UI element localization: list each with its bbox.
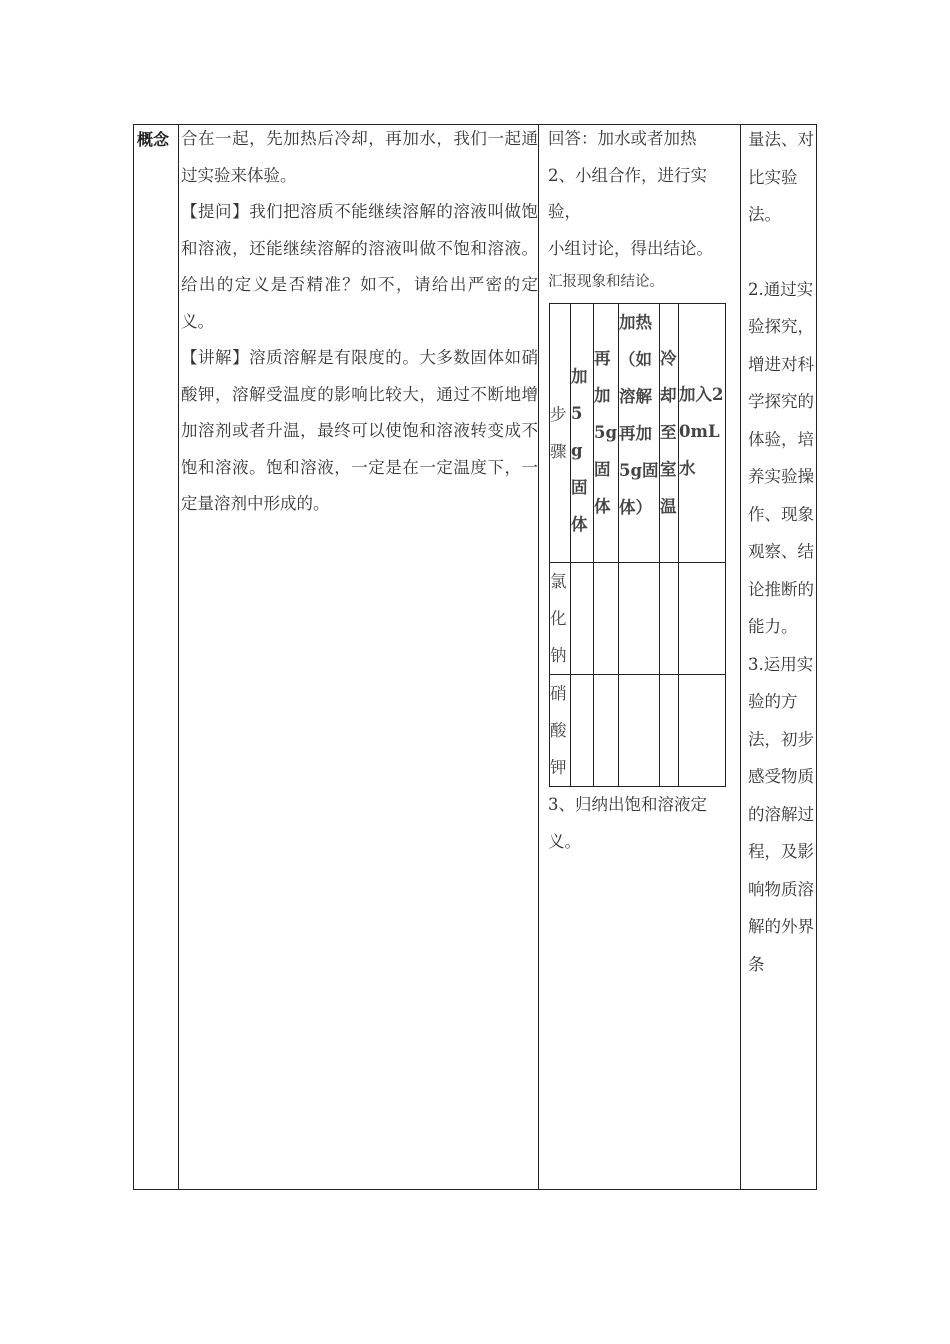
section-label: 概念 bbox=[137, 130, 170, 149]
column-divider bbox=[740, 125, 741, 1189]
row-label: 氯化钠 bbox=[550, 572, 567, 665]
table-row bbox=[550, 563, 726, 675]
row-label: 硝酸钾 bbox=[550, 684, 567, 777]
table-header: 加入20mL水 bbox=[679, 385, 724, 478]
table-header: 冷却至室温 bbox=[660, 349, 677, 516]
experiment-table bbox=[549, 303, 726, 787]
table-header: 再加5g固体 bbox=[594, 349, 618, 516]
student-activity-cell bbox=[540, 125, 740, 1189]
table-cell bbox=[594, 563, 619, 675]
student-step: 汇报现象和结论。 bbox=[548, 274, 664, 290]
column-divider bbox=[538, 125, 539, 1189]
table-header: 加热（如溶解再加5g固体） bbox=[619, 313, 659, 517]
design-intent-cell bbox=[742, 125, 818, 1189]
table-header: 加5g固体 bbox=[571, 367, 588, 534]
table-row bbox=[550, 675, 726, 787]
table-cell bbox=[660, 563, 679, 675]
teacher-paragraph: 合在一起，先加热后冷却，再加水，我们一起通过实验来体验。 bbox=[181, 129, 538, 185]
intent-paragraph: 3.运用实验的方法，初步感受物质的溶解过程，及影响物质溶解的外界条 bbox=[748, 654, 814, 974]
student-step: 2、小组合作，进行实验， bbox=[548, 165, 707, 221]
table-cell bbox=[594, 675, 619, 787]
intent-paragraph: 2.通过实验探究，增进对科学探究的体验，培养实验操作、现象观察、结论推断的能力。 bbox=[748, 279, 814, 636]
table-cell bbox=[619, 563, 660, 675]
table-cell bbox=[571, 563, 594, 675]
table-cell bbox=[679, 675, 726, 787]
intent-paragraph: 量法、对比实验法。 bbox=[748, 130, 814, 224]
student-step: 3、归纳出饱和溶液定义。 bbox=[548, 795, 707, 851]
teacher-paragraph: 【讲解】溶质溶解是有限度的。大多数固体如硝酸钾，溶解受温度的影响比较大，通过不断地增加溶剂或者升温，最终可以使饱和溶液转变成不饱和溶液。饱和溶液，一定是在一定温度下，一定量溶剂中形成的。 bbox=[181, 348, 538, 513]
column-divider bbox=[178, 125, 179, 1189]
table-cell bbox=[679, 563, 726, 675]
student-answer: 回答：加水或者加热 bbox=[548, 129, 697, 148]
teacher-paragraph: 【提问】我们把溶质不能继续溶解的溶液叫做饱和溶液，还能继续溶解的溶液叫做不饱和溶液。给出的定义是否精准？如不，请给出严密的定义。 bbox=[181, 202, 538, 331]
section-label-cell bbox=[134, 125, 178, 1189]
table-header: 步骤 bbox=[550, 405, 567, 461]
table-cell bbox=[660, 675, 679, 787]
student-step: 小组讨论，得出结论。 bbox=[548, 238, 713, 258]
blank-line bbox=[748, 234, 814, 271]
teacher-activity-cell bbox=[180, 125, 538, 1189]
lesson-table bbox=[133, 124, 817, 1190]
table-cell bbox=[571, 675, 594, 787]
table-cell bbox=[619, 675, 660, 787]
